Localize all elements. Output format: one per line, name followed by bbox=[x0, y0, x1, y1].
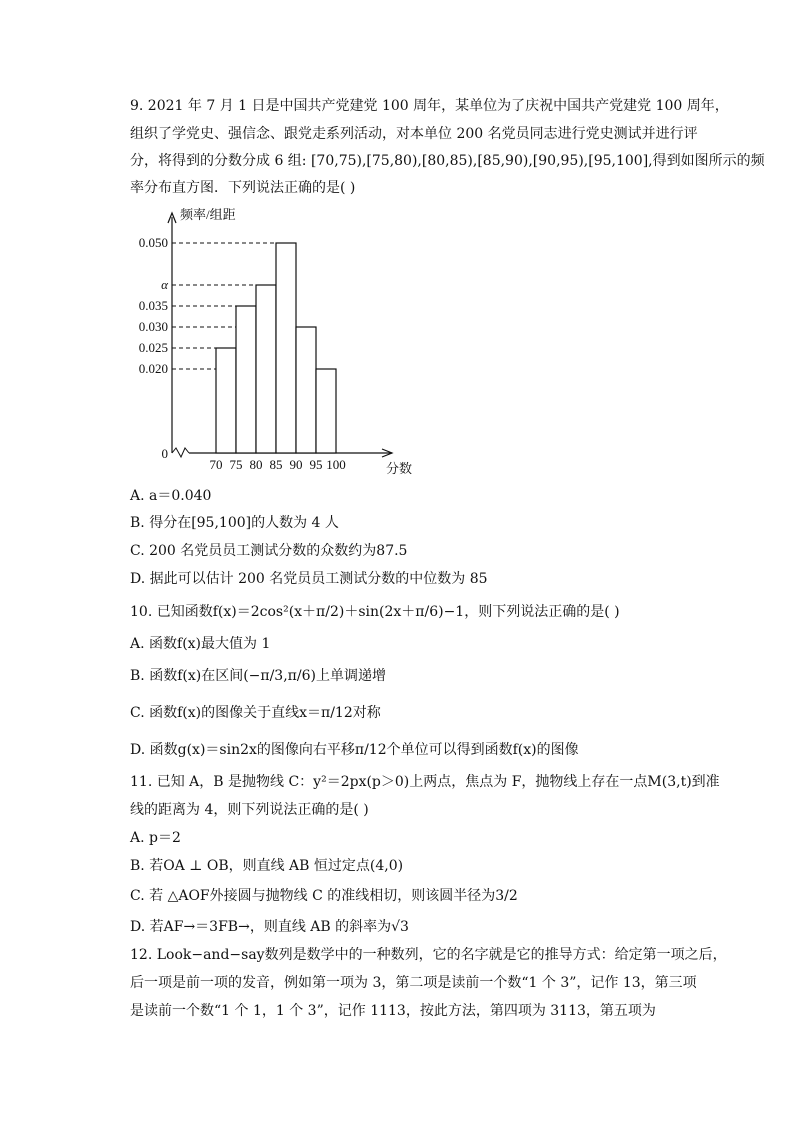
q9-stem-line4: 率分布直方图．下列说法正确的是( ) bbox=[130, 180, 356, 196]
q9-option-c: C. 200 名党员员工测试分数的众数约为87.5 bbox=[130, 543, 408, 559]
q10-option-a: A. 函数f(x)最大值为 1 bbox=[130, 636, 271, 652]
histogram-bar bbox=[296, 327, 316, 453]
q12-stem-line2: 后一项是前一项的发音，例如第一项为 3，第二项是读前一个数“1 个 3”，记作 13，第三项 bbox=[130, 975, 697, 991]
histogram-bar bbox=[216, 348, 236, 453]
frequency-histogram bbox=[130, 205, 430, 477]
q11-option-b: B. 若OA ⊥ OB，则直线 AB 恒过定点(4,0) bbox=[130, 858, 404, 874]
q10-option-d: D. 函数g(x)＝sin2x的图像向右平移π/12个单位可以得到函数f(x)的图像 bbox=[130, 742, 579, 758]
q10-option-b: B. 函数f(x)在区间(−π/3,π/6)上单调递增 bbox=[130, 668, 386, 684]
q11-stem-line1: 11. 已知 A，B 是抛物线 C：y²＝2px(p＞0)上两点，焦点为 F，抛物线上存在一点M(3,t)到准 bbox=[130, 774, 720, 790]
q11-option-a: A. p＝2 bbox=[130, 830, 181, 846]
x-tick-label: 80 bbox=[249, 457, 263, 472]
q10-option-c: C. 函数f(x)的图像关于直线x＝π/12对称 bbox=[130, 705, 381, 721]
q9-stem-line2: 组织了学党史、强信念、跟党走系列活动，对本单位 200 名党员同志进行党史测试并进行评 bbox=[130, 126, 698, 142]
q11-stem-line2: 线的距离为 4，则下列说法正确的是( ) bbox=[130, 802, 369, 818]
q10-stem: 10. 已知函数f(x)＝2cos²(x＋π/2)＋sin(2x＋π/6)−1，则下列说法正确的是( ) bbox=[130, 604, 620, 620]
q9-stem-line1: 9. 2021 年 7 月 1 日是中国共产党建党 100 周年，某单位为了庆祝中国共产党建党 100 周年， bbox=[130, 98, 729, 114]
y-axis-label: 频率/组距 bbox=[180, 207, 236, 222]
q12-stem-line1: 12. Look−and−say数列是数学中的一种数列，它的名字就是它的推导方式：给定第一项之后， bbox=[130, 947, 727, 963]
histogram-bar bbox=[236, 306, 256, 453]
q9-option-a: A. a＝0.040 bbox=[130, 488, 212, 504]
x-tick-label: 95 bbox=[309, 457, 323, 472]
x-tick-label: 100 bbox=[326, 457, 346, 472]
q11-option-c: C. 若 △AOF外接圆与抛物线 C 的准线相切，则该圆半径为3/2 bbox=[130, 888, 518, 904]
x-tick-label: 90 bbox=[289, 457, 303, 472]
q12-stem-line3: 是读前一个数“1 个 1，1 个 3”，记作 1113，按此方法，第四项为 3113，第五项为 bbox=[130, 1003, 656, 1019]
y-tick-label: 0.050 bbox=[138, 235, 168, 250]
origin-label: 0 bbox=[161, 446, 168, 461]
q9-option-d: D. 据此可以估计 200 名党员员工测试分数的中位数为 85 bbox=[130, 571, 488, 587]
x-tick-label: 70 bbox=[209, 457, 223, 472]
x-tick-label: 85 bbox=[269, 457, 283, 472]
y-tick-label: 0.025 bbox=[138, 340, 168, 355]
q11-option-d: D. 若AF→＝3FB→，则直线 AB 的斜率为√3 bbox=[130, 919, 409, 935]
x-tick-label: 75 bbox=[229, 457, 243, 472]
y-tick-label: α bbox=[161, 277, 168, 292]
histogram-bar bbox=[276, 243, 296, 453]
histogram-bar bbox=[256, 285, 276, 453]
x-axis-label: 分数 bbox=[386, 461, 413, 476]
q9-option-b: B. 得分在[95,100]的人数为 4 人 bbox=[130, 515, 339, 531]
q9-stem-line3: 分，将得到的分数分成 6 组: [70,75),[75,80),[80,85),[85,90),[90,95),[95,100],得到如图所示的频 bbox=[130, 153, 765, 169]
y-tick-label: 0.020 bbox=[138, 361, 168, 376]
histogram-bar bbox=[316, 369, 336, 453]
y-tick-label: 0.030 bbox=[138, 319, 168, 334]
y-tick-label: 0.035 bbox=[138, 298, 168, 313]
axis-break bbox=[172, 448, 189, 457]
